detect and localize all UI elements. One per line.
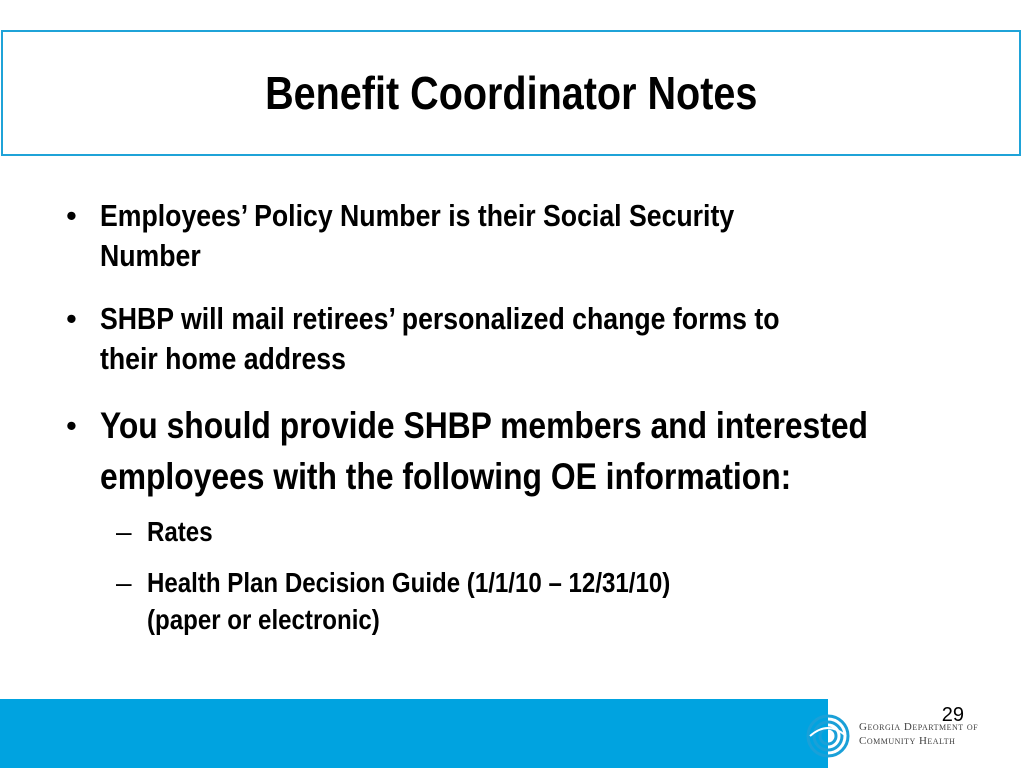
bullet-line: You should provide SHBP members and interested xyxy=(100,405,868,446)
bullet-line: employees with the following OE information: xyxy=(100,456,792,497)
bullet-line: SHBP will mail retirees’ personalized change forms to xyxy=(100,301,780,336)
subbullet-line: (paper or electronic) xyxy=(147,604,380,635)
footer-bar xyxy=(0,699,828,768)
slide-title: Benefit Coordinator Notes xyxy=(264,67,758,119)
gdch-logo-icon xyxy=(804,712,852,760)
gdch-logo-text xyxy=(859,720,978,748)
subbullet-line: Rates xyxy=(147,516,213,547)
subbullet-marker: – xyxy=(116,567,132,598)
bullet-marker: • xyxy=(66,408,77,443)
logo-line-1: Georgia Department of xyxy=(859,721,979,733)
bullet-marker: • xyxy=(66,301,77,336)
bullet-line: Employees’ Policy Number is their Social Security xyxy=(100,198,735,233)
bullet-line: their home address xyxy=(100,341,346,376)
logo-line-2: Community Health xyxy=(859,735,956,747)
subbullet-marker: – xyxy=(116,516,132,547)
page-number: 29 xyxy=(941,704,964,726)
gdch-logo xyxy=(804,712,1024,762)
bullet-marker: • xyxy=(66,198,77,233)
bullet-line: Number xyxy=(100,238,201,273)
subbullet-line: Health Plan Decision Guide (1/1/10 – 12/31/10) xyxy=(147,567,671,598)
